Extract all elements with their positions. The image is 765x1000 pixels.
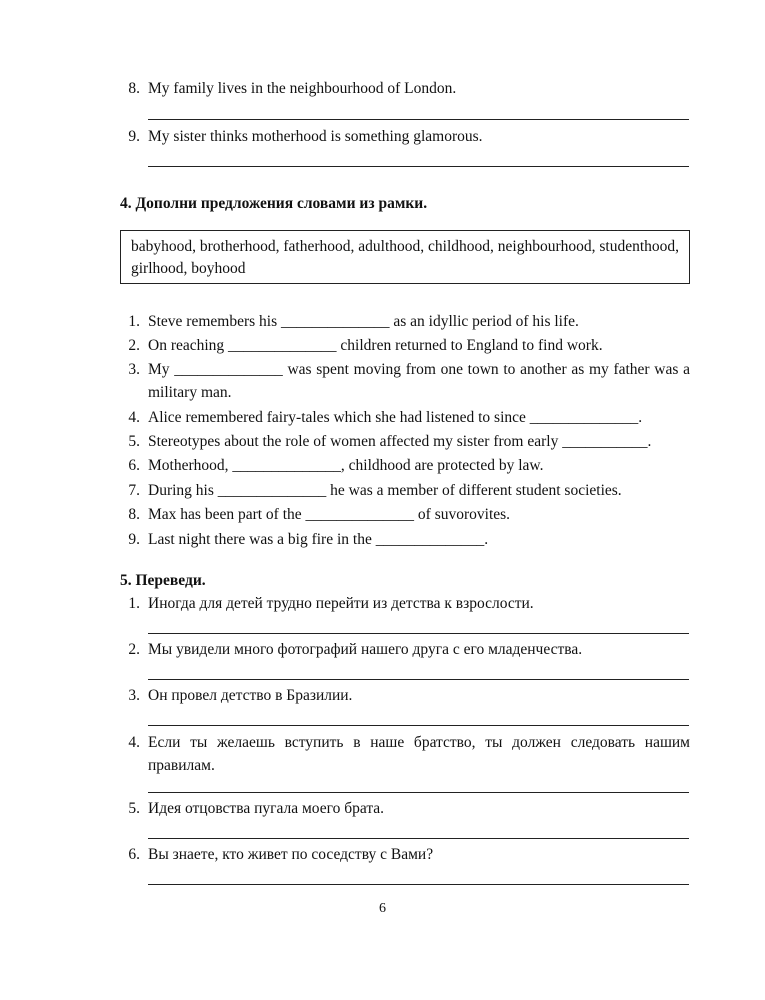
item-text: Steve remembers his ______________ as an idyllic period of his life.	[148, 313, 579, 330]
exercise5-heading: 5. Переведи.	[120, 572, 206, 589]
item-text: During his ______________ he was a member of different student societies.	[148, 482, 622, 499]
answer-line[interactable]	[148, 838, 689, 839]
item-text: Motherhood, ______________, childhood are protected by law.	[148, 457, 544, 474]
item-text: On reaching ______________ children returned to England to find work.	[148, 337, 603, 354]
item-text: Иногда для детей трудно перейти из детства к взрослости.	[148, 595, 534, 612]
item-number: 4.	[128, 409, 140, 426]
item-text: Если ты желаешь вступить в наше братство, ты должен следовать нашим правилам.	[148, 734, 690, 774]
item-number: 3.	[128, 361, 140, 378]
item-text: My ______________ was spent moving from one town to another as my father was a military man.	[148, 361, 690, 401]
item-number: 3.	[128, 687, 140, 704]
answer-line[interactable]	[148, 679, 689, 680]
item-number: 1.	[128, 595, 140, 612]
item-text: Вы знаете, кто живет по соседству с Вами?	[148, 846, 434, 863]
item-text: Stereotypes about the role of women affected my sister from early ___________.	[148, 433, 652, 450]
item-number: 4.	[128, 734, 140, 751]
item-number: 8.	[128, 506, 140, 523]
item-text: Alice remembered fairy-tales which she had listened to since ______________.	[148, 409, 643, 426]
answer-line[interactable]	[148, 792, 689, 793]
item-number: 1.	[128, 313, 140, 330]
item-text: My family lives in the neighbourhood of London.	[148, 80, 457, 97]
item-text: My sister thinks motherhood is something glamorous.	[148, 128, 483, 145]
item-number: 9.	[128, 128, 140, 145]
exercise4-heading: 4. Дополни предложения словами из рамки.	[120, 195, 428, 212]
item-number: 2.	[128, 641, 140, 658]
item-text: Идея отцовства пугала моего брата.	[148, 800, 385, 817]
answer-line[interactable]	[148, 725, 689, 726]
item-number: 7.	[128, 482, 140, 499]
answer-line[interactable]	[148, 166, 689, 167]
item-number: 5.	[128, 433, 140, 450]
item-text: Max has been part of the ______________ of suvorovites.	[148, 506, 511, 523]
item-number: 6.	[128, 457, 140, 474]
answer-line[interactable]	[148, 884, 689, 885]
item-text: Он провел детство в Бразилии.	[148, 687, 353, 704]
item-number: 5.	[128, 800, 140, 817]
item-number: 9.	[128, 531, 140, 548]
answer-line[interactable]	[148, 119, 689, 120]
item-number: 8.	[128, 80, 140, 97]
item-number: 6.	[128, 846, 140, 863]
answer-line[interactable]	[148, 633, 689, 634]
item-text: Мы увидели много фотографий нашего друга с его младенчества.	[148, 641, 583, 658]
page-number: 6	[379, 901, 386, 916]
word-box	[120, 230, 690, 284]
item-text: Last night there was a big fire in the ______________.	[148, 531, 489, 548]
word-box-text: babyhood, brotherhood, fatherhood, adulthood, childhood, neighbourhood, studenthood, girlhood, boyhood	[131, 238, 680, 277]
item-number: 2.	[128, 337, 140, 354]
